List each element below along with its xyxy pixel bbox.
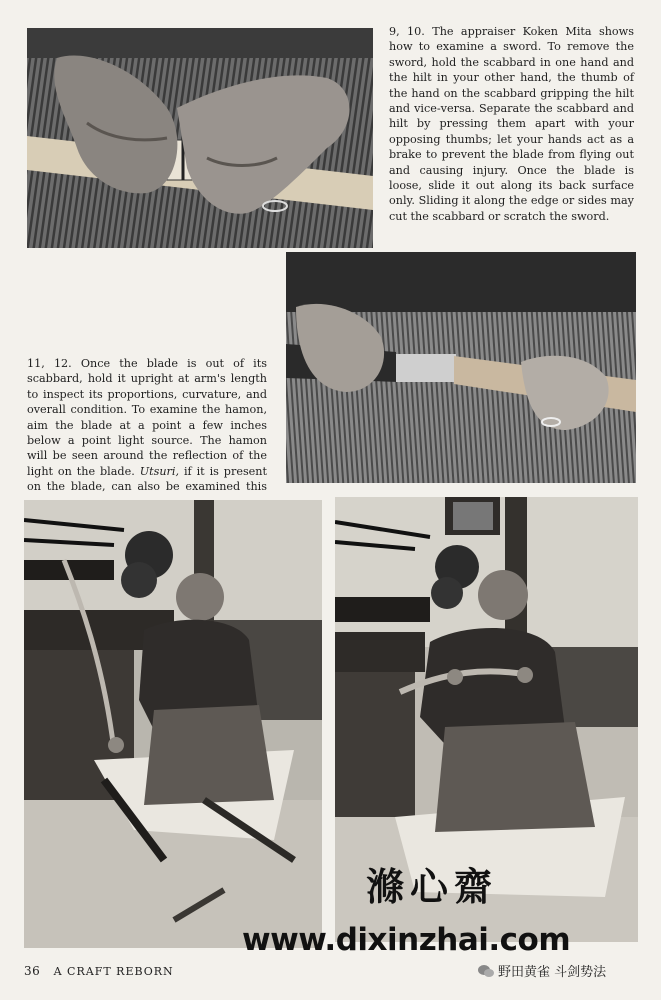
watermark-account-name: 野田黄雀 斗剑势法	[498, 965, 607, 980]
watermark-account-tag	[478, 961, 606, 980]
caption-blade-inspection-text-end: if it is present on the blade, can also be examined this	[27, 464, 268, 494]
photo-hands-separating-scabbard	[27, 28, 373, 248]
photo-blade-sliding-out	[286, 252, 636, 483]
caption-sword-removal-lead: 9, 10.	[389, 25, 425, 38]
watermark-url: www.dixinzhai.com	[242, 922, 571, 958]
watermark-chinese-mark: 滌心齋	[366, 865, 499, 909]
caption-blade-inspection-lead: 11, 12.	[27, 357, 72, 370]
caption-blade-inspection	[27, 356, 267, 510]
caption-sword-removal	[389, 24, 634, 224]
running-title: A CRAFT REBORN	[53, 965, 174, 978]
photo-blade-held-upright	[24, 500, 322, 948]
caption-utsuri-term: Utsuri,	[139, 464, 180, 478]
page-number: 36	[24, 964, 41, 978]
caption-blade-inspection-text: Once the blade is out of its scabbard, hold it upright at arm's length to inspect its proportions, curvature, and overall condition. To examine the hamon, aim the blade at a point a few inches below a point light source. The hamon will be seen around the reflection of the light on the blade.	[27, 357, 268, 478]
page-folio	[24, 964, 174, 978]
caption-sword-removal-text: The appraiser Koken Mita shows how to examine a sword. To remove the sword, hold the scabbard in one hand and the hilt in your other hand, the thumb of the hand on the scabbard gripping the hilt and vice-versa. Separate the scabbard and hilt by pressing them apart with your opposing thumbs; let your hands act as a brake to prevent the blade from flying out and causing injury. Once the blade is loose, slide it out along its back surface only. Sliding it along the edge or sides may cut the scabbard or scratch the sword.	[389, 25, 634, 223]
chat-bubble-icon	[478, 964, 494, 978]
